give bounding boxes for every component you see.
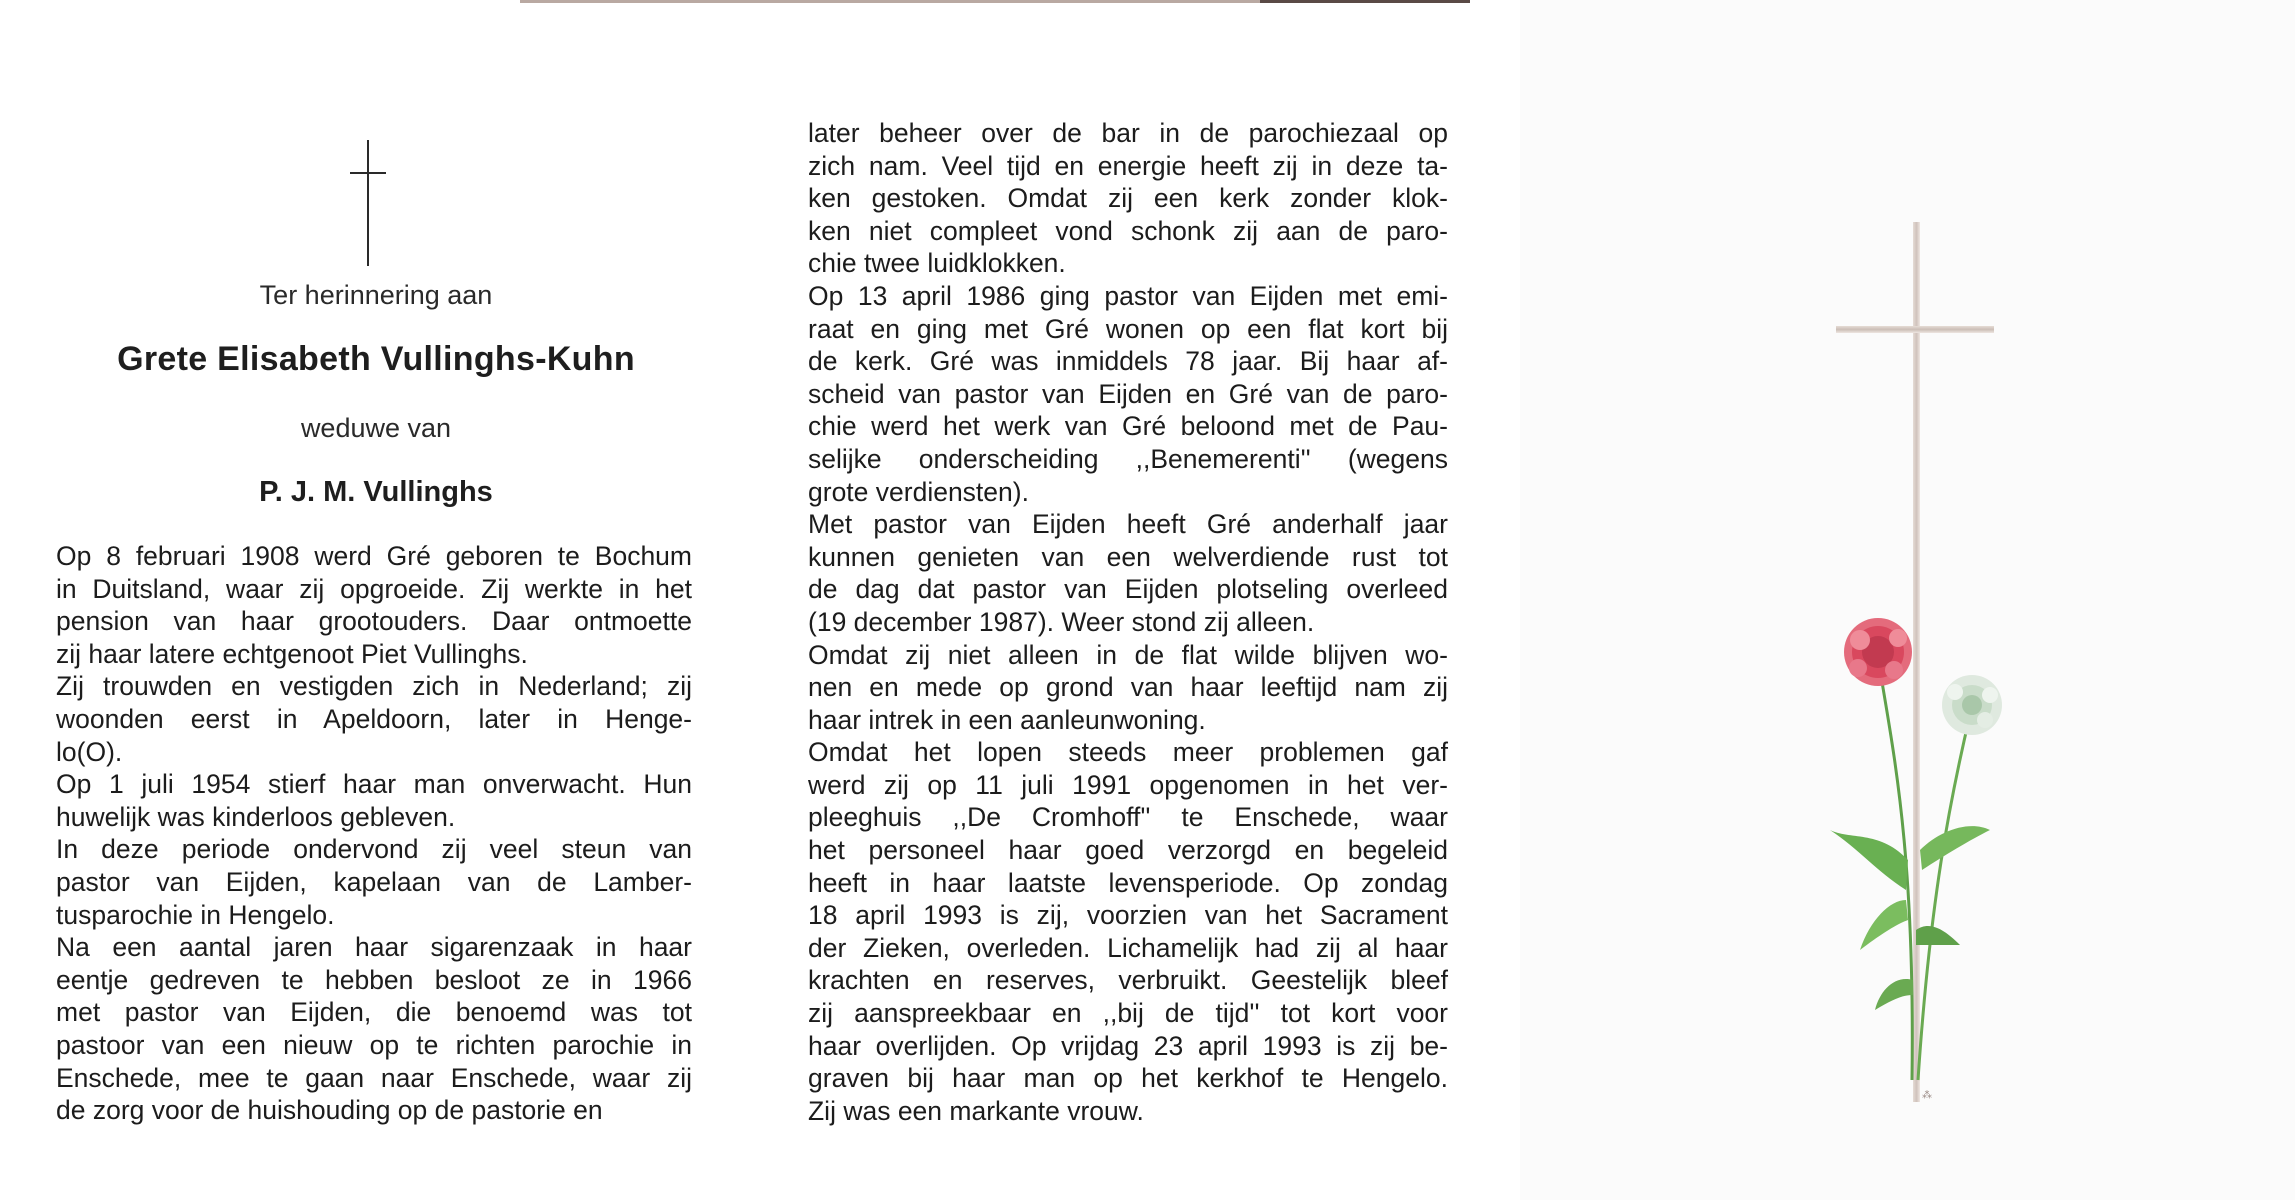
text-line: der Zieken, overleden. Lichamelijk had zij al haar: [808, 932, 1448, 963]
text-line: Zij was een markante vrouw.: [808, 1095, 1144, 1126]
text-line: ken niet compleet vond schonk zij aan de paro-: [808, 215, 1448, 246]
text-line: de dag dat pastor van Eijden plotseling overleed: [808, 574, 1448, 605]
text-line: grote verdiensten).: [808, 476, 1029, 507]
text-line: chie twee luidklokken.: [808, 248, 1066, 279]
text-line: werd zij op 11 juli 1991 opgenomen in het ver-: [808, 769, 1448, 800]
spouse-name: P. J. M. Vullinghs: [259, 476, 493, 508]
text-line: Op 13 april 1986 ging pastor van Eijden met emi-: [808, 280, 1448, 311]
text-line: Zij trouwden en vestigden zich in Nederland; zij: [56, 671, 692, 702]
text-line: Omdat het lopen steeds meer problemen gaf: [808, 737, 1448, 768]
text-line: Met pastor van Eijden heeft Gré anderhalf jaar: [808, 509, 1448, 540]
flower-illustration: [1820, 600, 2040, 1100]
leaf-icon: [1916, 926, 1960, 945]
leaf-icon: [1830, 830, 1908, 890]
white-flower-icon: [1942, 675, 2002, 735]
text-line: heeft in haar laatste levensperiode. Op zondag: [808, 867, 1448, 898]
text-line: Op 8 februari 1908 werd Gré geboren te Bochum: [56, 541, 692, 571]
text-line: zij aanspreekbaar en ,,bij de tijd'' tot kort voor: [808, 998, 1448, 1029]
text-line: pastoor van een nieuw op te richten parochie in: [56, 1029, 692, 1060]
text-line: lo(O).: [56, 736, 123, 767]
red-flower-icon: [1844, 618, 1912, 686]
artist-mark: ⁂: [1922, 1090, 1932, 1101]
text-line: selijke onderscheiding ,,Benemerenti'' (wegens: [808, 443, 1448, 474]
text-line: scheid van pastor van Eijden en Gré van de paro-: [808, 378, 1448, 409]
text-line: pension van haar grootouders. Daar ontmoette: [56, 606, 692, 637]
flower-stem: [1918, 715, 1970, 1080]
text-line: pastor van Eijden, kapelaan van de Lamber-: [56, 866, 692, 897]
text-line: Omdat zij niet alleen in de flat wilde blijven wo-: [808, 639, 1448, 670]
text-line: de kerk. Gré was inmiddels 78 jaar. Bij haar af-: [808, 346, 1448, 377]
text-line: pleeghuis ,,De Cromhoff'' te Enschede, waar: [808, 802, 1448, 833]
text-line: nen en mede op grond van haar leeftijd nam zij: [808, 672, 1448, 703]
text-line: In deze periode ondervond zij veel steun van: [56, 834, 692, 865]
top-border-line-dark: [1260, 0, 1470, 3]
text-line: kunnen genieten van een welverdiende rust tot: [808, 541, 1448, 572]
text-line: huwelijk was kinderloos gebleven.: [56, 801, 456, 832]
deceased-name: Grete Elisabeth Vullinghs-Kuhn: [117, 340, 635, 378]
text-line: ken gestoken. Omdat zij een kerk zonder klok-: [808, 183, 1448, 214]
text-line: 18 april 1993 is zij, voorzien van het Sacrament: [808, 900, 1448, 931]
text-line: krachten en reserves, verbruikt. Geestelijk bleef: [808, 965, 1448, 996]
text-line: graven bij haar man op het kerkhof te Hengelo.: [808, 1063, 1448, 1094]
text-line: Enschede, mee te gaan naar Enschede, waar zij: [56, 1062, 692, 1093]
text-line: tusparochie in Hengelo.: [56, 899, 335, 930]
text-line: woonden eerst in Apeldoorn, later in Henge-: [56, 703, 692, 734]
biography-left-column: [56, 540, 692, 1127]
text-line: Op 1 juli 1954 stierf haar man onverwacht. Hun: [56, 769, 692, 800]
text-line: het personeel haar goed verzorgd en begeleid: [808, 835, 1448, 866]
biography-right-column: [808, 117, 1448, 1127]
leaf-icon: [1875, 979, 1913, 1010]
leaf-icon: [1920, 826, 1990, 870]
cross-icon: [350, 140, 386, 266]
text-line: haar intrek in een aanleunwoning.: [808, 704, 1206, 735]
text-line: later beheer over de bar in de parochiezaal op: [808, 118, 1448, 148]
text-line: met pastor van Eijden, die benoemd was tot: [56, 997, 692, 1028]
text-line: eentje gedreven te hebben besloot ze in 1966: [56, 964, 692, 995]
text-line: zij haar latere echtgenoot Piet Vullinghs.: [56, 638, 528, 669]
text-line: zich nam. Veel tijd en energie heeft zij in deze ta-: [808, 150, 1448, 181]
text-line: in Duitsland, waar zij opgroeide. Zij werkte in het: [56, 573, 692, 604]
text-line: de zorg voor de huishouding op de pastorie en: [56, 1095, 603, 1126]
relation-text: weduwe van: [300, 413, 452, 443]
text-line: chie werd het werk van Gré beloond met de Pau-: [808, 411, 1448, 442]
intro-text: Ter herinnering aan: [259, 280, 493, 310]
text-line: haar overlijden. Op vrijdag 23 april 1993 is zij be-: [808, 1030, 1448, 1061]
text-line: Na een aantal jaren haar sigarenzaak in haar: [56, 932, 692, 963]
text-line: (19 december 1987). Weer stond zij alleen.: [808, 606, 1315, 637]
leaf-icon: [1860, 900, 1908, 950]
text-line: raat en ging met Gré wonen op een flat kort bij: [808, 313, 1448, 344]
